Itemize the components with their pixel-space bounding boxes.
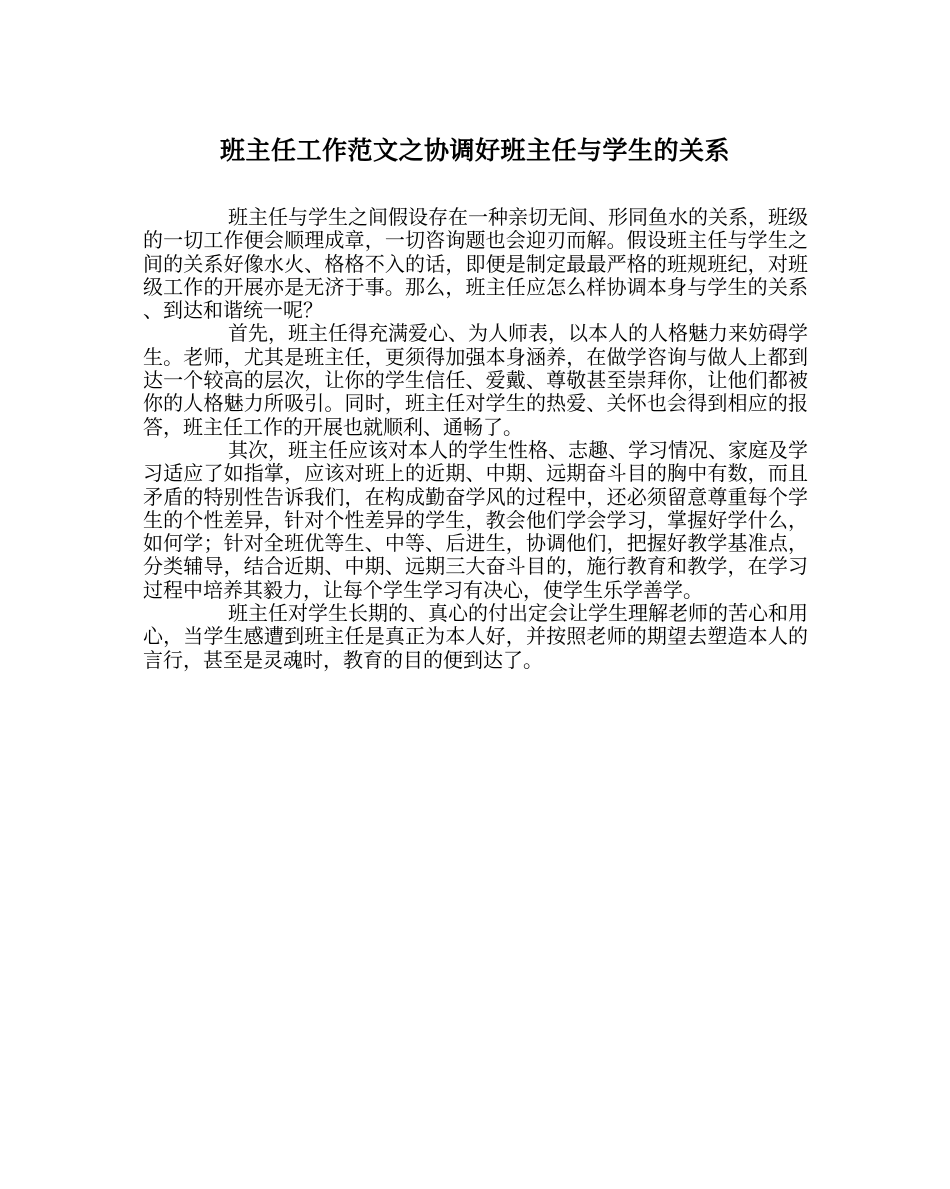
paragraph-3: 其次，班主任应该对本人的学生性格、志趣、学习情况、家庭及学习适应了如指掌，应该对班上的近期、中期、远期奋斗目的胸中有数，而且矛盾的特别性告诉我们，在构成勤奋学风的过程中，还必须留意尊重每个学生的个性差异，针对个性差异的学生，教会他们学会学习，掌握好学什么，如何学；针对全班优等生、中等、后进生，协调他们，把握好教学基准点，分类辅导，结合近期、中期、远期三大奋斗目的，施行教育和教学，在学习过程中培养其毅力，让每个学生学习有决心，使学生乐学善学。	[143, 437, 808, 602]
document-title: 班主任工作范文之协调好班主任与学生的关系	[219, 136, 730, 165]
paragraph-2: 首先，班主任得充满爱心、为人师表，以本人的人格魅力来妨碍学生。老师，尤其是班主任，更须得加强本身涵养，在做学咨询与做人上都到达一个较高的层次，让你的学生信任、爱戴、尊敬甚至崇拜你，让他们都被你的人格魅力所吸引。同时，班主任对学生的热爱、关怀也会得到相应的报答，班主任工作的开展也就顺利、通畅了。	[143, 321, 808, 439]
document-body	[143, 206, 808, 672]
paragraph-4: 班主任对学生长期的、真心的付出定会让学生理解老师的苦心和用心，当学生感遭到班主任是真正为本人好，并按照老师的期望去塑造本人的言行，甚至是灵魂时，教育的目的便到达了。	[143, 601, 808, 672]
paragraph-1: 班主任与学生之间假设存在一种亲切无间、形同鱼水的关系，班级的一切工作便会顺理成章，一切咨询题也会迎刃而解。假设班主任与学生之间的关系好像水火、格格不入的话，即便是制定最最严格的班规班纪，对班级工作的开展亦是无济于事。那么，班主任应怎么样协调本身与学生的关系、到达和谐统一呢？	[143, 205, 808, 323]
